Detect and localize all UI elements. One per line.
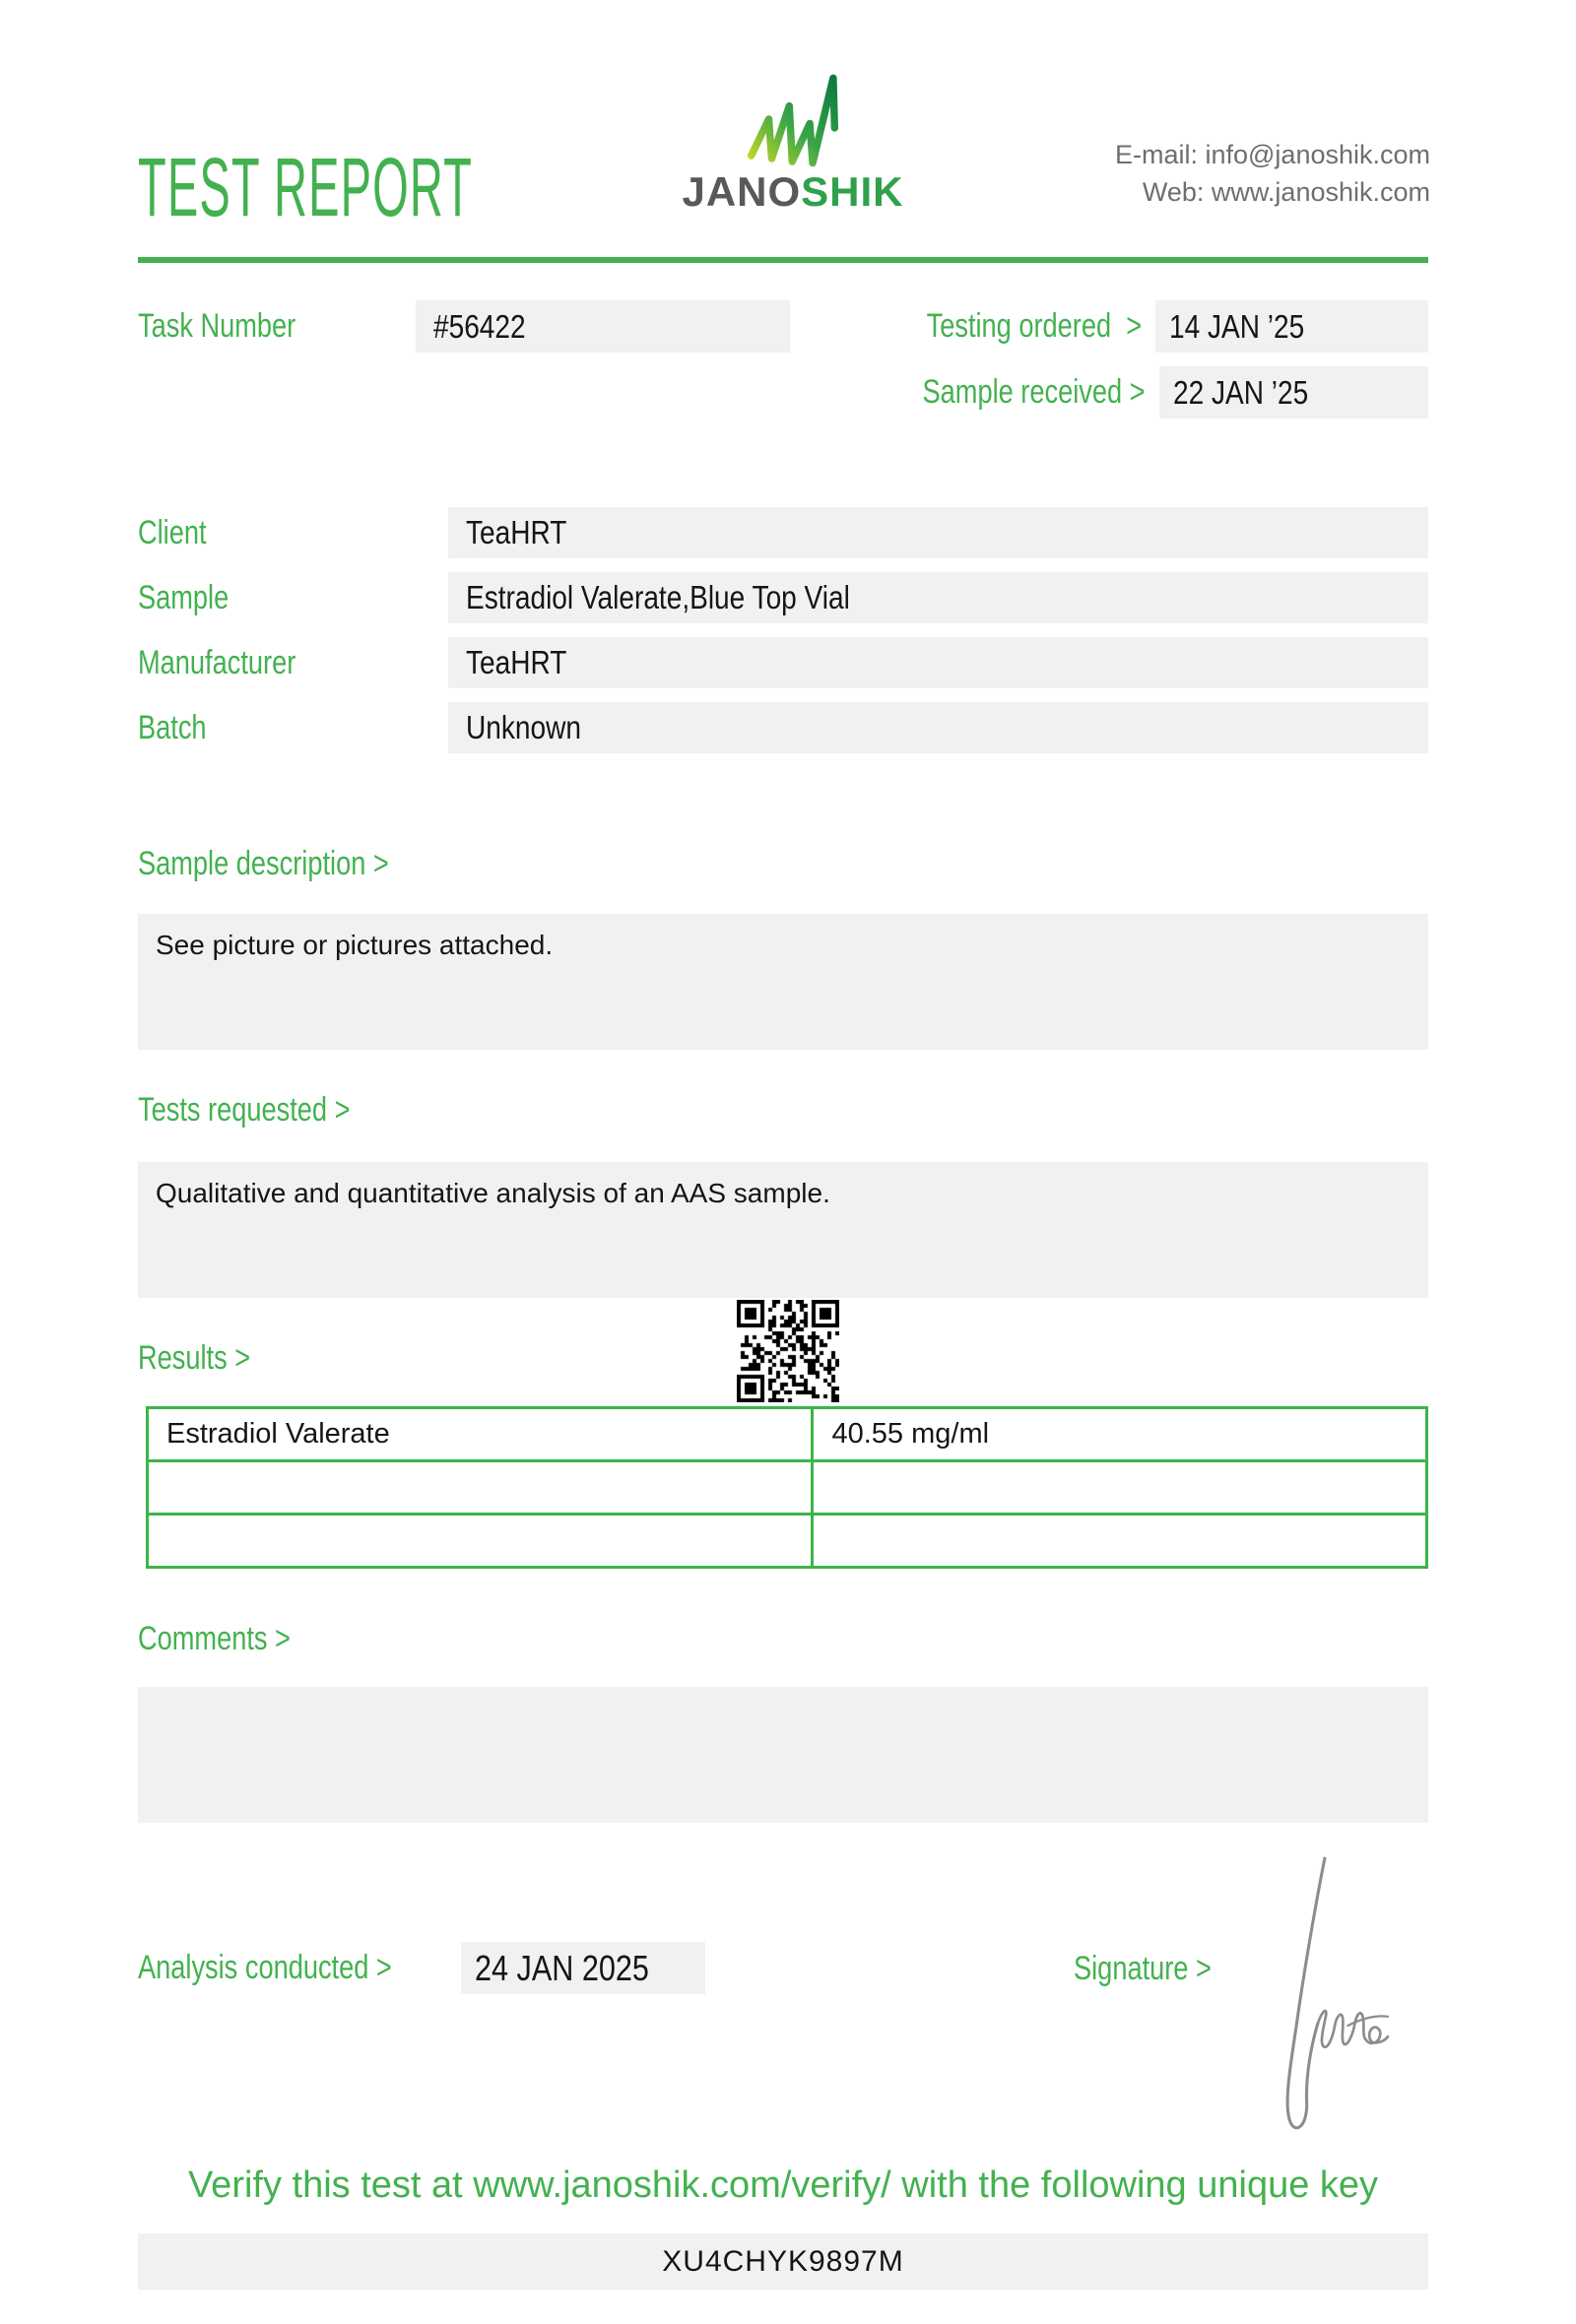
tests-requested-box: Qualitative and quantitative analysis of an AAS sample. (138, 1162, 1428, 1298)
client-field (448, 507, 1428, 558)
testing-ordered-field (1155, 300, 1428, 353)
signature-label-wrap (1074, 1950, 1246, 1988)
contact-email-line (1115, 136, 1430, 173)
sample-field (448, 572, 1428, 623)
result-substance (148, 1515, 813, 1568)
page-title: TEST REPORT (138, 141, 473, 233)
task-number-field (416, 300, 790, 353)
results-heading: Results > (138, 1339, 251, 1377)
contact-block (1115, 136, 1430, 211)
qr-code (737, 1300, 839, 1402)
result-concentration (813, 1461, 1427, 1515)
batch-value: Unknown (466, 709, 581, 745)
analysis-date: 24 JAN 2025 (475, 1947, 650, 1988)
sample-value: Estradiol Valerate,Blue Top Vial (466, 579, 850, 615)
analysis-conducted-label: Analysis conducted > (138, 1949, 392, 1986)
client-row (138, 507, 1428, 558)
comments-box (138, 1687, 1428, 1823)
result-concentration (813, 1515, 1427, 1568)
manufacturer-field (448, 637, 1428, 688)
email-value: info@janoshik.com (1205, 140, 1430, 169)
web-value: www.janoshik.com (1211, 177, 1430, 207)
arrow-glyph: > (1126, 307, 1142, 345)
sample-description-box: See picture or pictures attached. (138, 914, 1428, 1050)
signature-label: Signature > (1074, 1950, 1212, 1987)
details-block (138, 507, 1428, 767)
sample-received-label: Sample received (922, 373, 1123, 411)
task-number-label: Task Number (138, 307, 296, 345)
brand-primary: JANO (682, 168, 802, 215)
table-row (148, 1515, 1427, 1568)
manufacturer-row (138, 637, 1428, 688)
verify-key: XU4CHYK9897M (662, 2244, 904, 2278)
comments-heading: Comments > (138, 1620, 291, 1657)
sample-row (138, 572, 1428, 623)
sample-description-heading: Sample description > (138, 845, 389, 882)
sample-label: Sample (138, 578, 230, 616)
table-row (148, 1461, 1427, 1515)
task-number-row (138, 300, 790, 353)
manufacturer-label: Manufacturer (138, 643, 296, 681)
sample-received-date: 22 JAN ’25 (1172, 373, 1308, 411)
result-substance (148, 1461, 813, 1515)
dates-block (867, 300, 1428, 432)
testing-ordered-label: Testing ordered (926, 307, 1111, 345)
janoshik-logo (665, 65, 921, 216)
arrow-glyph: > (1129, 373, 1146, 411)
header-divider (138, 257, 1428, 263)
client-label: Client (138, 513, 207, 551)
testing-ordered-row (867, 300, 1428, 353)
result-substance: Estradiol Valerate (148, 1408, 813, 1461)
result-concentration: 40.55 mg/ml (813, 1408, 1427, 1461)
brand-secondary: SHIK (801, 168, 904, 215)
manufacturer-value: TeaHRT (466, 644, 567, 680)
email-label: E-mail: (1114, 140, 1198, 169)
client-value: TeaHRT (466, 514, 567, 550)
batch-field (448, 702, 1428, 753)
sample-received-field (1159, 366, 1428, 419)
analysis-date-field (461, 1942, 705, 1994)
handwritten-signature (1266, 1853, 1394, 2144)
task-number-value: #56422 (433, 307, 526, 345)
verify-key-field (138, 2233, 1428, 2290)
sample-received-row (867, 366, 1428, 419)
results-table (146, 1406, 1428, 1569)
verify-instruction: Verify this test at www.janoshik.com/verify/ with the following unique key (187, 2164, 1379, 2206)
testing-ordered-date: 14 JAN ’25 (1169, 307, 1305, 345)
tests-requested-heading: Tests requested > (138, 1091, 351, 1129)
contact-web-line (1115, 173, 1430, 211)
web-label: Web: (1142, 177, 1205, 207)
ascending-chart-icon (731, 65, 855, 167)
batch-label: Batch (138, 708, 207, 746)
table-row (148, 1408, 1427, 1461)
batch-row (138, 702, 1428, 753)
brand-wordmark (665, 168, 921, 216)
analysis-conducted-row (138, 1942, 705, 1994)
